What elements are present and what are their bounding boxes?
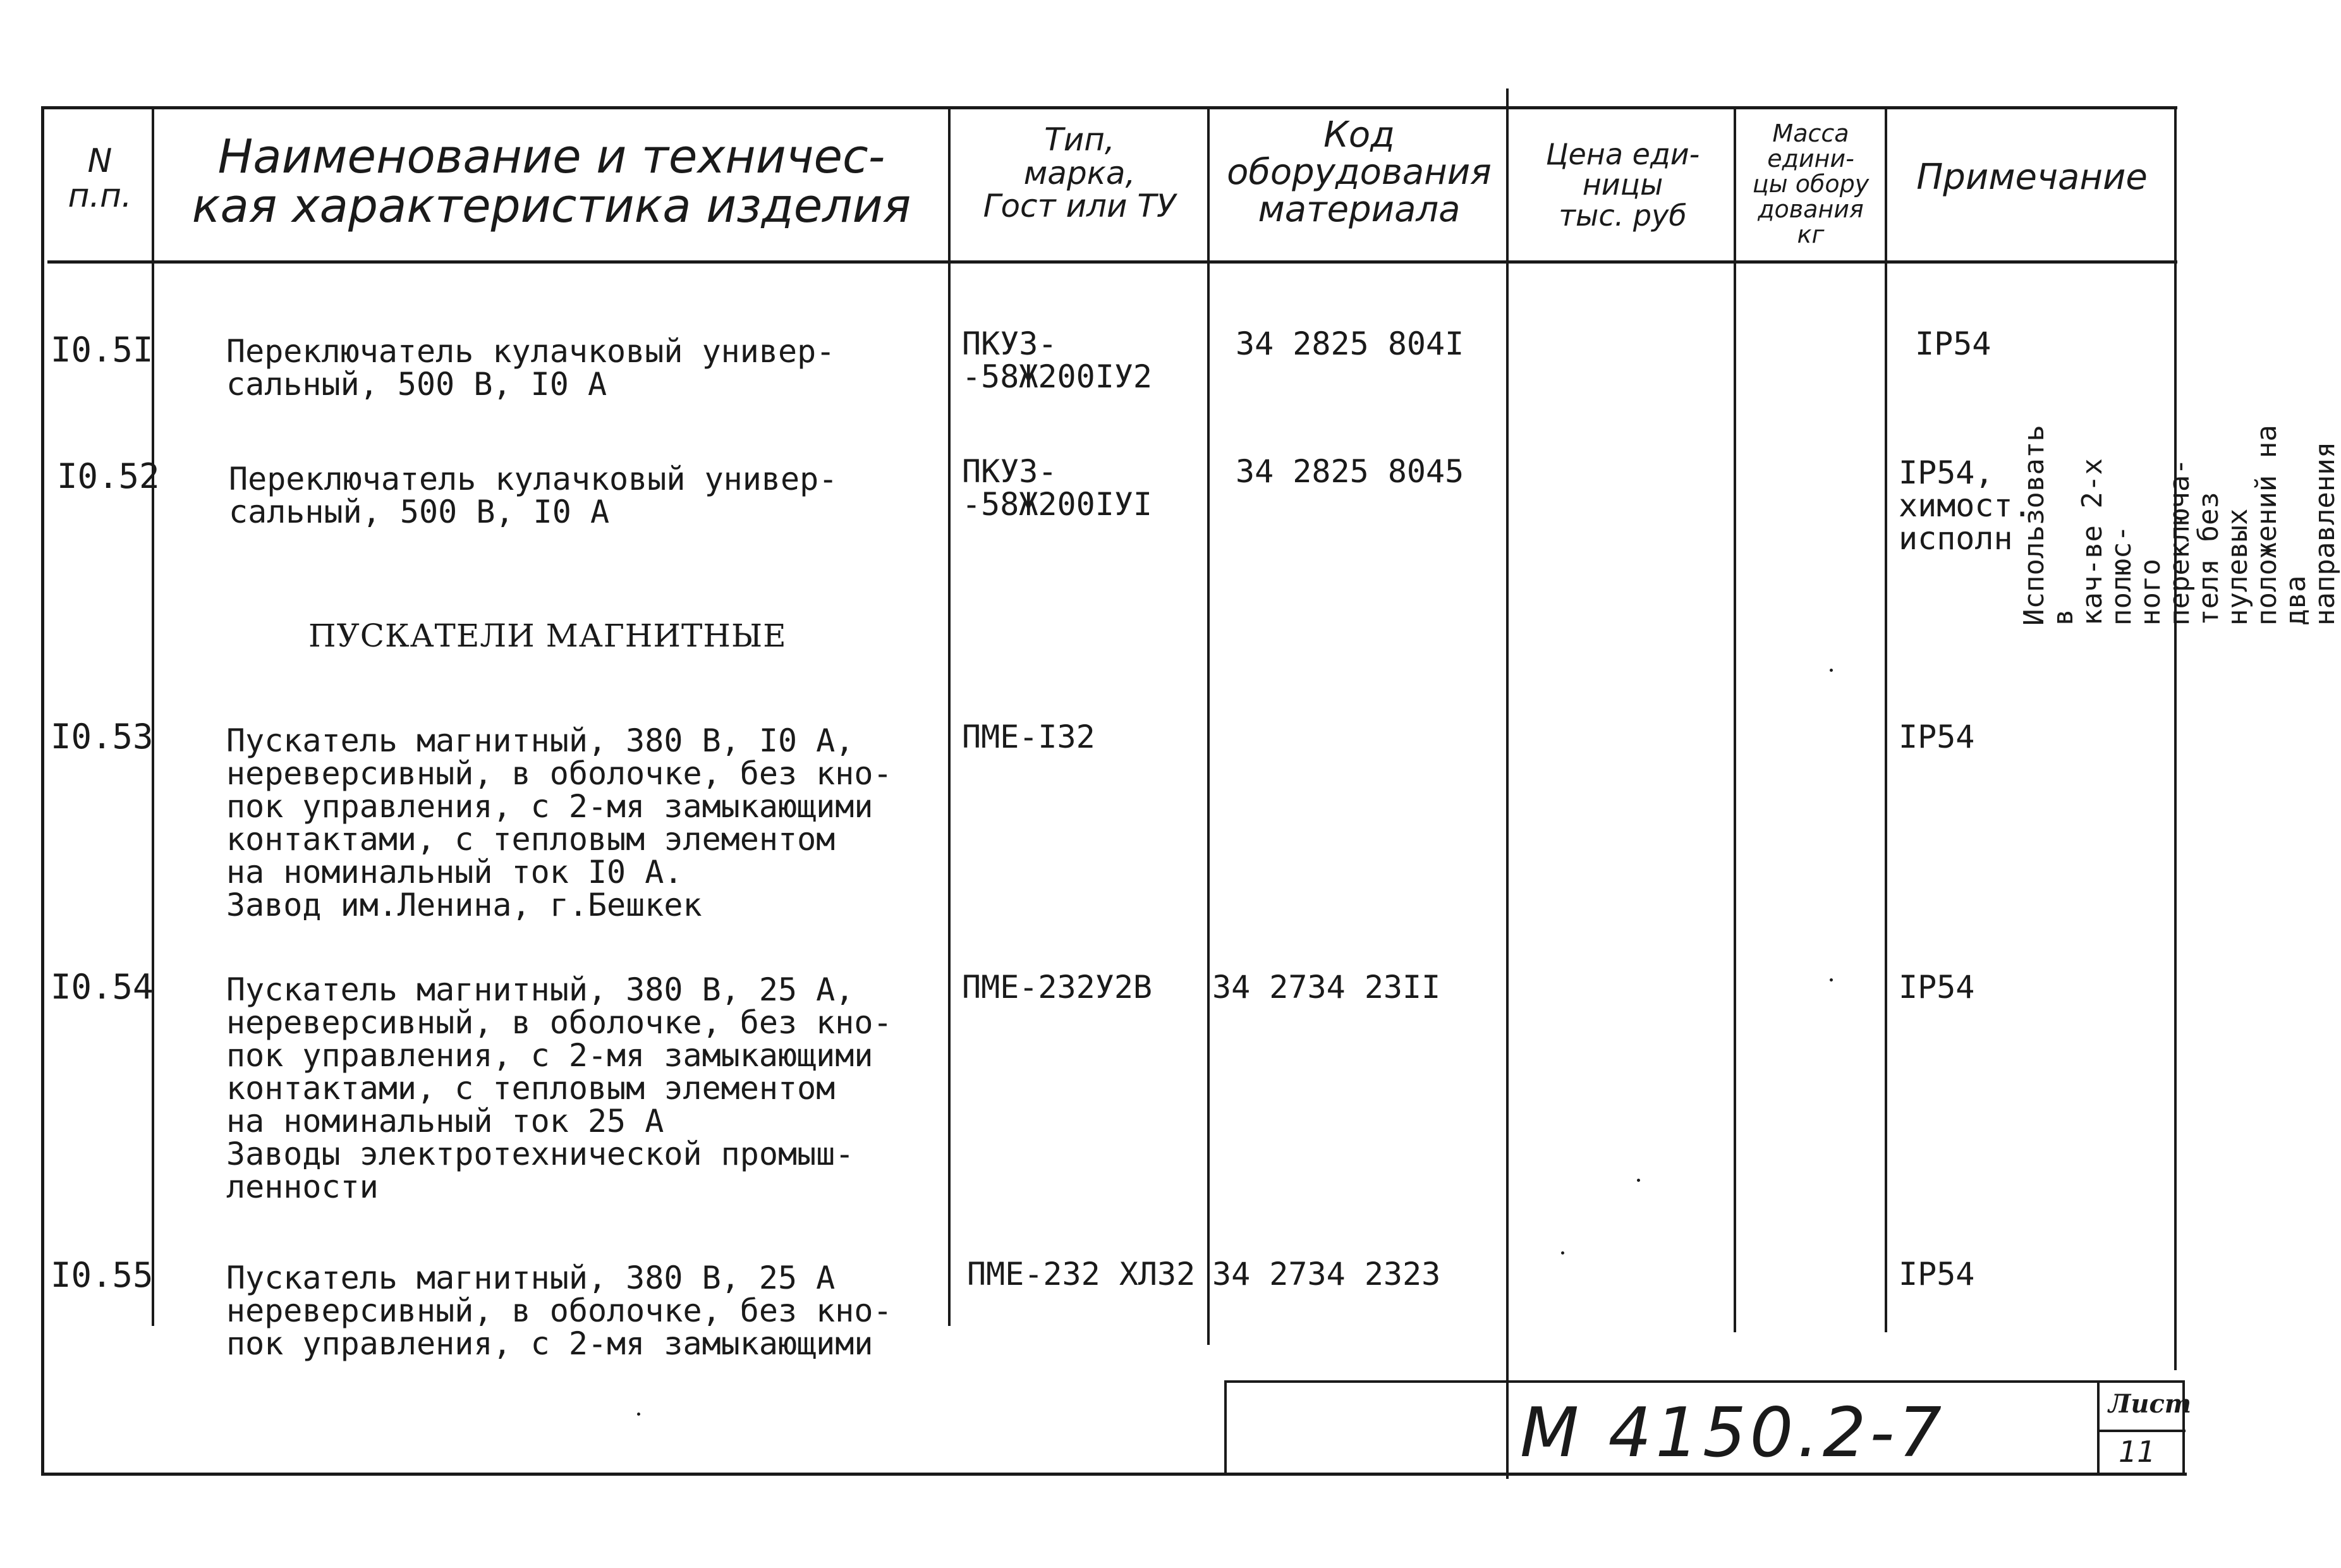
row-name: Пускатель магнитный, 380 В, 25 А, нереверсивный, в оболочке, без кно- пок управления, с 2-мя замыкающими контактами, с тепловым элементом на номинальный ток 25 А Заводы электротехнической промыш- ленности	[226, 971, 892, 1205]
header-col-name: Наименование и техничес- кая характеристика изделия	[192, 130, 911, 233]
header-col-note: Примечание	[1916, 157, 2148, 198]
sheet-number: 11	[2119, 1435, 2156, 1469]
stamp-sheet-divider	[2097, 1380, 2100, 1475]
col-border-2	[948, 106, 951, 1326]
row-type: ПМЕ-232 ХЛ32	[967, 1256, 1196, 1292]
row-number: I0.53	[51, 717, 154, 757]
row-note: IP54	[1915, 325, 1991, 362]
row-number: I0.5I	[51, 330, 154, 370]
row-code: 34 2734 23II	[1212, 969, 1441, 1006]
row-note: IP54	[1899, 719, 1975, 755]
row-number: I0.54	[51, 967, 154, 1007]
header-col-num: N п.п.	[68, 142, 132, 215]
row-type: ПКУЗ- -58Ж200IУI	[962, 453, 1153, 523]
col-border-5	[1734, 106, 1736, 1332]
row-type: ПМЕ-232У2В	[962, 969, 1153, 1006]
row-code: 34 2825 804I	[1236, 325, 1464, 362]
row-name: Пускатель магнитный, 380 В, 25 А нереверсивный, в оболочке, без кно- пок управления, с 2-мя замыкающими	[226, 1260, 892, 1362]
side-note: Использовать в кач-ве 2-х полюс- ного переключа- теля без нулевых положений на два направления	[2018, 425, 2341, 626]
table-top-border	[41, 106, 2177, 109]
header-col-mass: Масса едини- цы обору дования кг	[1752, 119, 1870, 248]
scan-speck	[1561, 1251, 1564, 1255]
row-type: ПКУЗ- -58Ж200IУ2	[962, 325, 1153, 395]
scan-speck	[1637, 1179, 1640, 1182]
stamp-left-border	[1224, 1380, 1227, 1475]
row-code: 34 2734 2323	[1212, 1256, 1441, 1292]
row-number: I0.55	[51, 1255, 154, 1295]
col-border-right	[2174, 106, 2177, 1370]
scan-speck	[1830, 978, 1833, 982]
header-bottom-border	[47, 260, 2177, 264]
col-border-1	[152, 106, 154, 1326]
scan-speck	[637, 1413, 640, 1416]
row-name: Переключатель кулачковый универ- сальный, 500 В, I0 А	[226, 333, 836, 403]
row-note: IP54	[1899, 969, 1975, 1006]
row-name: Переключатель кулачковый универ- сальный, 500 В, I0 А	[229, 461, 838, 530]
document-code: М 4150.2-7	[1520, 1394, 1946, 1473]
row-type: ПМЕ-I32	[962, 719, 1095, 755]
scan-speck	[1830, 669, 1833, 672]
row-note: IP54, химост. исполн	[1899, 454, 2032, 557]
row-number: I0.52	[57, 456, 160, 496]
table-bottom-border	[41, 1473, 2187, 1476]
stamp-top-border	[1224, 1380, 2185, 1383]
row-note: IP54	[1899, 1256, 1975, 1292]
section-title: ПУСКАТЕЛИ МАГНИТНЫЕ	[308, 617, 787, 654]
header-col-price: Цена еди- ницы тыс. руб	[1545, 137, 1700, 233]
row-name: Пускатель магнитный, 380 В, I0 А, нереверсивный, в оболочке, без кно- пок управления, с 2-мя замыкающими контактами, с тепловым элементом на номинальный ток I0 А. Завод им.Ленина, г.Бешкек	[226, 722, 892, 923]
header-col-code: Код оборудования материала	[1227, 114, 1492, 230]
sheet-label: Лист	[2108, 1389, 2192, 1419]
stamp-sheet-hline	[2097, 1430, 2186, 1432]
col-border-3	[1207, 106, 1210, 1345]
header-col-type: Тип, марка, Гост или ТУ	[983, 121, 1176, 224]
col-border-6	[1885, 106, 1887, 1332]
row-code: 34 2825 8045	[1236, 453, 1464, 490]
col-border-left	[41, 106, 44, 1474]
col-border-4	[1506, 88, 1509, 1479]
